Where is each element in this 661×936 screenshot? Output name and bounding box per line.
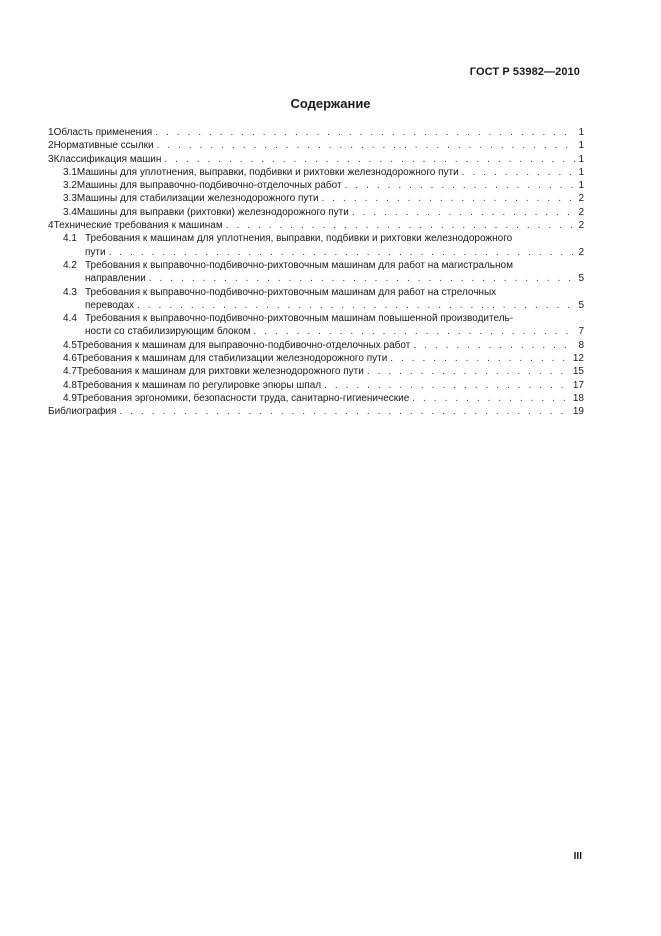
- toc-leader-dots: [226, 219, 576, 232]
- toc-entry-title: Библиография: [48, 406, 117, 418]
- toc-entry-title: Требования к машинам для рихтовки железнодорожного пути: [76, 366, 364, 378]
- toc-entry-page: 19: [572, 406, 584, 418]
- toc-leader-dots: [390, 352, 570, 365]
- toc-leader-dots: [352, 206, 576, 219]
- toc-entry-page: 1: [578, 140, 584, 152]
- toc-entry-title: Требования к машинам для выправочно-подбивочно-отделочных работ: [76, 339, 411, 351]
- toc-entry-title: Машины для выправки (рихтовки) железнодорожного пути: [76, 206, 349, 218]
- toc-entry: [48, 139, 584, 152]
- toc-entry-title: Требования к выправочно-подбивочно-рихтовочным машинам для работ на стрелочных: [85, 286, 497, 298]
- toc-entry: [48, 126, 584, 139]
- toc-entry-page: 1: [578, 127, 584, 138]
- toc-entry-number: 3.1: [63, 166, 77, 178]
- toc-entry-page: 18: [572, 392, 584, 404]
- toc-entry-number: 3: [48, 153, 54, 165]
- toc-entry-page: 17: [572, 379, 584, 391]
- toc-entry-title: Технические требования к машинам: [53, 220, 223, 232]
- toc-entry-number: 4.6: [63, 353, 77, 365]
- toc-entry-number: 4.1: [63, 233, 77, 245]
- toc-leader-dots: [155, 126, 575, 139]
- toc-entry-number: 4.3: [63, 286, 77, 298]
- toc-entry-title: Требования к выправочно-подбивочно-рихтовочным машинам для работ на магистральном: [85, 259, 513, 271]
- toc-leader-dots: [137, 299, 575, 312]
- toc-entry-number: 4.7: [63, 366, 77, 378]
- toc-leader-dots: [149, 272, 576, 285]
- page-number: III: [573, 851, 582, 862]
- toc-entry: [48, 392, 584, 405]
- toc-leader-dots: [462, 166, 576, 179]
- document-code: ГОСТ Р 53982—2010: [469, 66, 580, 78]
- table-of-contents: [48, 126, 584, 419]
- toc-entry-number: 2: [48, 140, 54, 152]
- toc-leader-dots: [324, 379, 570, 392]
- toc-entry-number: 1: [48, 127, 54, 138]
- toc-entry: [48, 219, 584, 232]
- toc-entry-number: 4: [48, 220, 54, 232]
- toc-entry-number: 4.8: [63, 379, 77, 391]
- toc-entry-title: Область применения: [53, 127, 153, 138]
- toc-entry-page: 8: [578, 339, 584, 351]
- toc-entry-page: 2: [578, 193, 584, 205]
- toc-entry-page: 1: [578, 166, 584, 178]
- toc-entry-title: Классификация машин: [53, 153, 162, 165]
- toc-entry: [48, 179, 584, 192]
- toc-entry: [48, 286, 584, 313]
- toc-entry-page: 7: [578, 326, 584, 338]
- toc-entry-number: 3.2: [63, 180, 77, 192]
- toc-entry-number: 4.2: [63, 259, 77, 271]
- toc-entry-title: Машины для стабилизации железнодорожного пути: [76, 193, 319, 205]
- toc-leader-dots: [109, 246, 576, 259]
- toc-entry: [48, 259, 584, 286]
- toc-entry-page: 5: [578, 299, 584, 311]
- toc-entry-page: 2: [578, 220, 584, 232]
- toc-entry: [48, 339, 584, 352]
- toc-entry-title: пути: [85, 246, 106, 258]
- toc-entry-page: 12: [572, 353, 584, 365]
- toc-entry-title: направлении: [85, 273, 146, 285]
- toc-entry: [48, 352, 584, 365]
- toc-entry-title: переводах: [85, 299, 135, 311]
- toc-entry-page: 1: [578, 153, 584, 165]
- toc-entry-title: Требования к выправочно-подбивочно-рихтовочным машинам повышенной производитель-: [85, 313, 514, 325]
- toc-entry: [48, 232, 584, 259]
- toc-title: Содержание: [290, 96, 371, 111]
- toc-leader-dots: [367, 365, 570, 378]
- toc-entry-title: ности со стабилизирующим блоком: [85, 326, 251, 338]
- toc-entry-page: 15: [572, 366, 584, 378]
- toc-entry: [48, 379, 584, 392]
- toc-entry: [48, 312, 584, 339]
- toc-entry-page: 2: [578, 246, 584, 258]
- toc-entry: [48, 365, 584, 378]
- toc-entry-title: Требования к машинам для стабилизации железнодорожного пути: [76, 353, 388, 365]
- toc-entry-number: 4.5: [63, 339, 77, 351]
- toc-entry-title: Требования к машинам для уплотнения, выправки, подбивки и рихтовки железнодорожного: [85, 233, 513, 245]
- toc-entry-page: 2: [578, 206, 584, 218]
- toc-leader-dots: [345, 179, 576, 192]
- toc-leader-dots: [413, 339, 575, 352]
- toc-entry-number: 4.9: [63, 392, 77, 404]
- toc-leader-dots: [254, 325, 576, 338]
- toc-entry: [48, 153, 584, 166]
- toc-entry-number: 3.3: [63, 193, 77, 205]
- toc-leader-dots: [119, 405, 569, 418]
- toc-entry: [48, 166, 584, 179]
- toc-leader-dots: [157, 139, 576, 152]
- toc-entry-title: Машины для уплотнения, выправки, подбивки и рихтовки железнодорожного пути: [76, 166, 459, 178]
- toc-entry: [48, 192, 584, 205]
- toc-entry-number: 3.4: [63, 206, 77, 218]
- toc-leader-dots: [412, 392, 570, 405]
- toc-entry: [48, 405, 584, 418]
- toc-entry-title: Требования к машинам по регулировке эпюры шпал: [76, 379, 322, 391]
- toc-entry-page: 5: [578, 273, 584, 285]
- toc-entry-title: Нормативные ссылки: [53, 140, 154, 152]
- toc-entry: [48, 206, 584, 219]
- toc-entry-title: Требования эргономики, безопасности труда, санитарно-гигиенические: [76, 392, 410, 404]
- toc-leader-dots: [164, 153, 575, 166]
- toc-leader-dots: [322, 192, 576, 205]
- toc-entry-number: 4.4: [63, 313, 77, 325]
- toc-entry-title: Машины для выправочно-подбивочно-отделочных работ: [76, 180, 342, 192]
- toc-entry-page: 1: [578, 180, 584, 192]
